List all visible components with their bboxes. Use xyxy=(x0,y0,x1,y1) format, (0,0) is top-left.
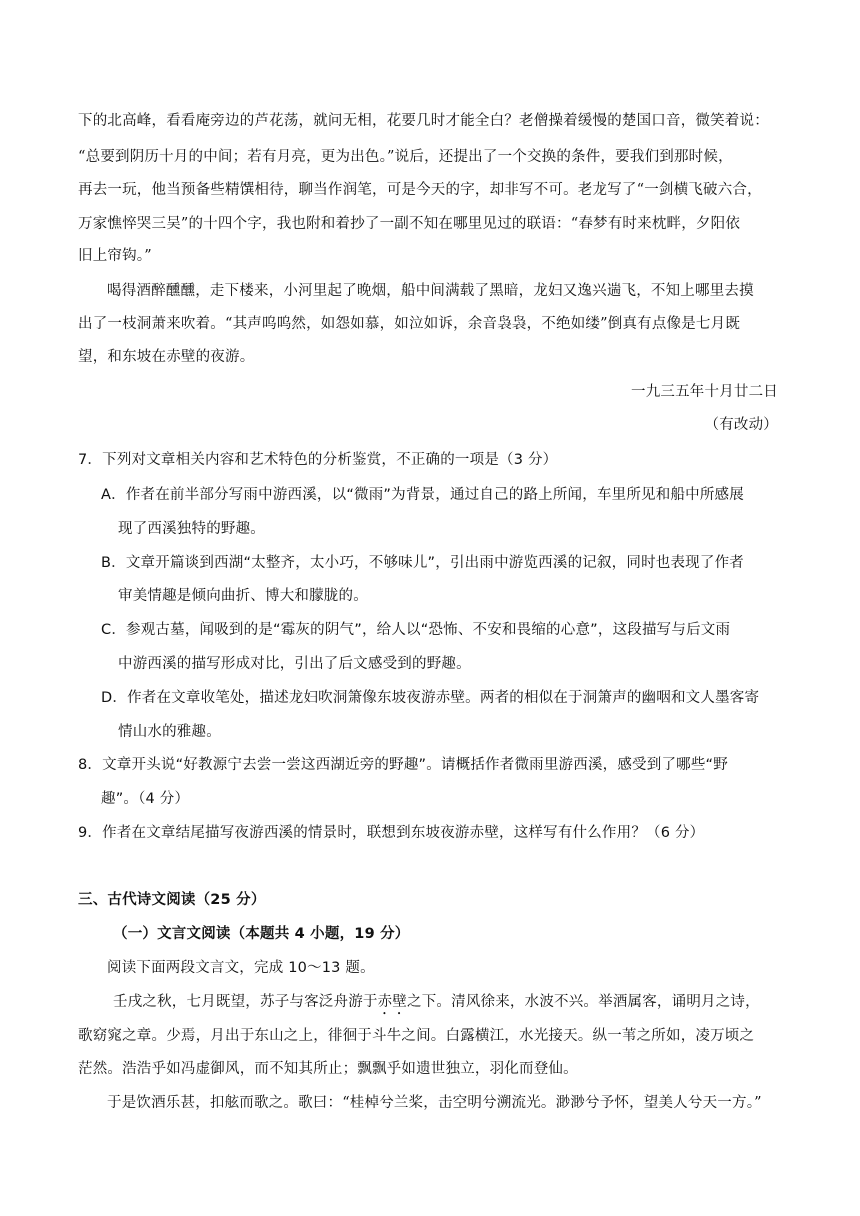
option-d: D．作者在文章收笔处，描述龙妇吹洞箫像东坡夜游赤壁。两者的相似在于洞箫声的幽咽和文人墨客寄 xyxy=(101,690,760,706)
option-a: A．作者在前半部分写雨中游西溪，以“微雨”为背景，通过自己的路上所闻，车里所见和船中所感展 xyxy=(101,487,744,503)
passage-line: 旧上帘钩。” xyxy=(78,248,152,264)
option-c: C．参观古墓，闻吸到的是“霉灰的阴气”，给人以“恐怖、不安和畏缩的心意”，这段描写与后文雨 xyxy=(101,622,731,638)
instruction-text: 阅读下面两段文言文，完成 10～13 题。 xyxy=(107,960,375,976)
passage-line: 喝得酒醉醺醺，走下楼来，小河里起了晚烟，船中间满载了黑暗，龙妇又逸兴遄飞，不知上哪里去摸 xyxy=(107,283,754,299)
classical-text-segment: 壬戌之秋，七月既望，苏子与客泛舟游于 xyxy=(113,994,378,1010)
option-b: B．文章开篇谈到西湖“太整齐，太小巧，不够味儿”，引出雨中游览西溪的记叙，同时也表现了作者 xyxy=(101,555,744,571)
option-d-cont: 情山水的雅趣。 xyxy=(118,724,221,740)
section-heading: 三、古代诗文阅读（25 分） xyxy=(78,892,266,908)
passage-note: （有改动） xyxy=(704,417,778,433)
option-b-cont: 审美情趣是倾向曲折、博大和朦胧的。 xyxy=(118,588,368,604)
question-9: 9．作者在文章结尾描写夜游西溪的情景时，联想到东坡夜游赤壁，这样写有什么作用？（6 分） xyxy=(78,825,705,841)
question-8: 8．文章开头说“好教源宁去尝一尝这西湖近旁的野趣”。请概括作者微雨里游西溪，感受到了哪些“野 xyxy=(78,757,728,773)
subsection-heading: （一）文言文阅读（本题共 4 小题，19 分） xyxy=(113,926,410,942)
option-a-cont: 现了西溪独特的野趣。 xyxy=(118,521,265,537)
classical-text-line: 茫然。浩浩乎如冯虚御风，而不知其所止；飘飘乎如遗世独立，羽化而登仙。 xyxy=(78,1061,578,1077)
classical-text-line xyxy=(113,992,760,1018)
classical-text-line: 歌窈窕之章。少焉，月出于东山之上，徘徊于斗牛之间。白露横江，水光接天。纵一苇之所如，凌万顷之 xyxy=(78,1028,755,1044)
passage-line: 万家憔悴哭三吴”的十四个字，我也附和着抄了一副不知在哪里见过的联语：“春梦有时来枕畔，夕阳依 xyxy=(78,216,741,232)
passage-date: 一九三五年十月廿二日 xyxy=(631,384,778,400)
classical-text-line: 于是饮酒乐甚，扣舷而歌之。歌曰：“桂棹兮兰桨，击空明兮溯流光。渺渺兮予怀，望美人兮天一方。” xyxy=(107,1095,762,1111)
emphasized-word: 赤壁 xyxy=(377,994,408,1010)
classical-text-segment: 之下。清风徐来，水波不兴。举酒属客，诵明月之诗， xyxy=(407,994,760,1010)
passage-line: 望，和东坡在赤壁的夜游。 xyxy=(78,349,255,365)
question-8-cont: 趣”。（4 分） xyxy=(101,791,190,807)
passage-line: 出了一枝洞萧来吹着。“其声呜呜然，如怨如慕，如泣如诉，余音袅袅，不绝如缕”倒真有点像是七月既 xyxy=(78,316,741,332)
passage-line: 下的北高峰，看看庵旁边的芦花荡，就问无相，花要几时才能全白？老僧操着缓慢的楚国口音，微笑着说： xyxy=(78,113,769,129)
passage-line: “总要到阴历十月的中间；若有月亮，更为出色。”说后，还提出了一个交换的条件，要我们到那时候， xyxy=(78,149,733,165)
passage-line: 再去一玩，他当预备些精馔相待，聊当作润笔，可是今天的字，却非写不可。老龙写了“一剑横飞破六合， xyxy=(78,182,762,198)
question-7: 7．下列对文章相关内容和艺术特色的分析鉴赏，不正确的一项是（3 分） xyxy=(78,452,558,468)
option-c-cont: 中游西溪的描写形成对比，引出了后文感受到的野趣。 xyxy=(118,656,471,672)
